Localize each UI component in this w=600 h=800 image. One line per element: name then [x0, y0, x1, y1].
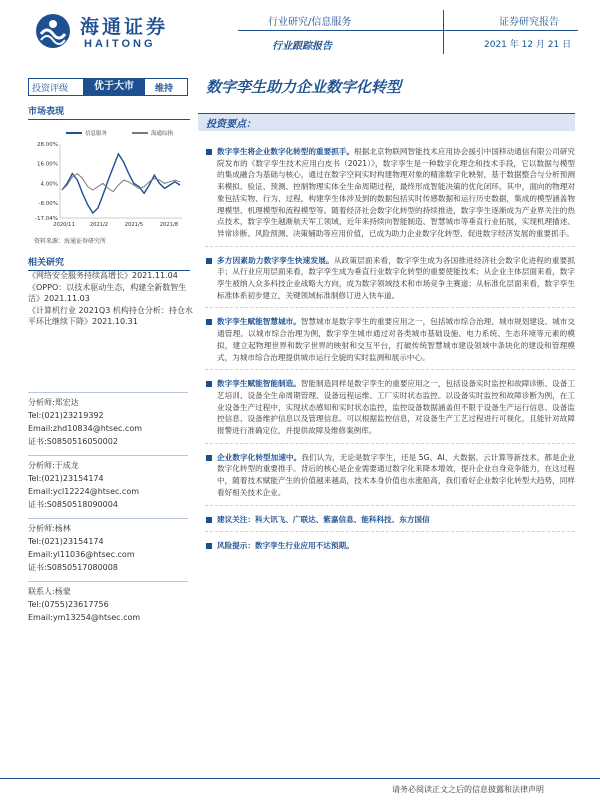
key-point-text: 从政策层面来看，数字孪生成为各国推进经济社会数字化进程的重要抓手；从行业应用层面来看，数字孪生成为垂直行业数字化转型的重要使能技术；从企业主体层面来看，数字孪生被纳入众多科技企业战略大方向，成为数字领域技术和市场竞争主赛道；从标准化层面来看，数字孪生标准体系初步建立，关键领域标准制修订进入快车道。: [217, 255, 576, 300]
analyst-email[interactable]: Email:ycl12224@htsec.com: [28, 487, 140, 496]
footer-divider: [0, 778, 600, 779]
paragraph-divider: [205, 505, 575, 506]
related-list: [28, 270, 194, 328]
y-tick-label: 16.00%: [37, 161, 58, 168]
x-tick-label: 2021/8: [159, 222, 179, 228]
paragraph-divider: [205, 369, 575, 370]
square-bullet-icon: [206, 455, 212, 461]
key-point: [205, 146, 575, 240]
key-point-lead: 建议关注：科大讯飞、广联达、紫嘉信息、能科科技、东方国信: [217, 514, 430, 524]
key-point-lead: 数字孪生将企业数字化转型的重要抓手。: [217, 147, 355, 156]
paragraph-divider: [205, 307, 575, 308]
x-tick-label: 2021/5: [124, 222, 144, 228]
haitong-logo: [34, 10, 184, 54]
rating-hold: 维持: [155, 84, 174, 94]
report-type: 行业跟踪报告: [272, 41, 332, 52]
key-point: [205, 316, 575, 363]
key-points-label: 投资要点：: [206, 119, 256, 130]
series-line: [62, 174, 180, 192]
square-bullet-icon: [206, 543, 212, 549]
key-point-recommendation: [205, 514, 575, 526]
related-item[interactable]: 《网络安全服务持续高增长》2021.11.04: [28, 271, 178, 280]
x-tick-label: 2021/2: [89, 222, 109, 228]
analyst-tel: Tel:(021)23154174: [28, 537, 104, 546]
header-vertical-divider: [443, 10, 444, 54]
logo-chinese: 海通证券: [80, 16, 169, 38]
y-tick-label: -8.00%: [38, 201, 58, 208]
key-point-text: 智能制造同样是数字孪生的重要应用之一，包括设备实时监控和故障诊断、设备工艺培训、设备全生命周期管理、设备远程运维、工厂实时状态监控。以设备实时监控和故障诊断为例，在工业设备生产过程中，实现状态感知和实时状态监控，监控设备数据涵盖但不限于设备生产运行信息、设备监控信息、设备维护信息以及管理信息。可以根据监控信息，对设备生产工艺过程进行可视化，且能针对故障报警进行准确定位，并提供故障及维修案例库。: [217, 379, 575, 436]
key-points-content: [205, 146, 575, 552]
analyst-email[interactable]: Email:ym13254@htsec.com: [28, 613, 141, 622]
square-bullet-icon: [206, 381, 212, 387]
analyst-block: [28, 581, 188, 624]
paragraph-divider: [205, 443, 575, 444]
x-tick-label: 2020/11: [53, 222, 75, 228]
report-label: 证券研究报告: [499, 17, 559, 28]
key-point-text: 我们认为，无论是数字孪生，还是 5G、AI、大数据、云计算等新技术，都是企业数字化转型的重要推手。背后的核心是企业需要通过数字化来降本增效，提升企业自身竞争能力，在这过程中，随着技术赋能产生的价值越来越高，技术本身价值也水涨船高，我们看好企业数字化转型大趋势，同样看好相关技术企业。: [217, 452, 576, 497]
market-heading: 市场表现: [28, 104, 190, 120]
key-point: [205, 452, 575, 499]
market-performance-chart: [28, 122, 190, 240]
logo-english: HAITONG: [84, 38, 156, 50]
legend-label: 海通综指: [151, 131, 174, 137]
key-point-lead: 风险提示：数字孪生行业应用不达预期。: [217, 541, 354, 551]
related-section: [28, 255, 190, 271]
square-bullet-icon: [206, 149, 212, 155]
haitong-emblem-icon: [34, 12, 72, 50]
key-point-lead: 数字孪生赋能智慧城市。: [217, 317, 301, 327]
analyst-block: [28, 455, 188, 511]
key-point-lead: 数字孪生赋能智能制造。: [217, 379, 301, 389]
key-point: [205, 378, 575, 437]
analyst-email[interactable]: Email:zhd10834@htsec.com: [28, 424, 143, 433]
analyst-name: 分析师:于成龙: [28, 461, 79, 470]
rating-bar: [28, 78, 188, 96]
square-bullet-icon: [206, 258, 212, 264]
analyst-name: 分析师:郑宏达: [28, 398, 79, 407]
analyst-name: 联系人:杨蒙: [28, 587, 71, 596]
analyst-tel: Tel:(021)23154174: [28, 474, 104, 483]
analyst-tel: Tel:(0755)23617756: [28, 600, 109, 609]
square-bullet-icon: [206, 517, 212, 523]
report-date: 2021 年 12 月 21 日: [484, 40, 572, 50]
y-tick-label: 28.00%: [37, 142, 58, 148]
analyst-tel: Tel:(021)23219392: [28, 411, 104, 420]
key-point-risk: [205, 540, 575, 552]
analyst-name: 分析师:杨林: [28, 524, 71, 533]
industry-label: 行业研究/信息服务: [268, 17, 352, 28]
report-header: [0, 0, 600, 62]
y-tick-label: 4.00%: [40, 181, 58, 188]
legend-label: 信息服务: [85, 131, 108, 137]
analyst-email[interactable]: Email:yl11036@htsec.com: [28, 550, 135, 559]
market-section: [28, 104, 190, 120]
y-tick-label: -17.04%: [35, 216, 58, 222]
square-bullet-icon: [206, 319, 212, 325]
paragraph-divider: [205, 246, 575, 247]
key-point-lead: 多方因素助力数字孪生快速发展。: [217, 255, 334, 265]
analyst-list: [28, 392, 188, 631]
key-point-text: 根据北京物联网智能技术应用协会援引中国移动通信有限公司研究院发布的《数字孪生技术应用白皮书（2021）》，数字孪生是一种数字化理念和技术手段，它以数据与模型的集成融合为基础与核心，通过在数字空间实时构建物理对象的精准数字化映射，基于数据整合与分析预测来模拟、验证、预测、控制物理实体全生命周期过程，最终形成智能决策的优化闭环。其中，面向的物理对象包括实物、行为、过程，构建孪生体涉及到的数据包括实时传感数据和运行历史数据，集成的模型涵盖物理模型、机理模型和流程模型等。随着经济社会数字化转型的持续推进，数字孪生逐渐成为产业界关注的热点技术，数字孪生越渐航天军工领域，近年来持续向智能制造、智慧城市等垂直行业拓展，实现机理描述、异常诊断、风险预测、决策辅助等应用价值，已成为助力企业数字化转型、促进数字经济发展的重要抓手。: [217, 147, 576, 238]
key-point-text: 智慧城市是数字孪生的重要应用之一，包括城市综合治理、城市规划建设、城市交通管理。以城市综合治理为例，数字孪生城市通过对各类城市基础设施、电力系统、生态环境等元素的模拟，建立起物理世界和数字世界的映射和交互平台，打破传统智慧城市建设领域中条块化的建设和管理模式，为城市综合治理提供城市运行全貌的实时监测和展示中心。: [217, 317, 575, 362]
key-point-lead: 企业数字化转型加速中。: [217, 452, 302, 462]
analyst-block: [28, 518, 188, 574]
rating-value: 优于大市: [83, 79, 145, 95]
related-item[interactable]: 《OPPO：以技术驱动生态，构建全新数智生活》2021.11.03: [28, 283, 187, 303]
paragraph-divider: [205, 531, 575, 532]
chart-source: 资料来源：海通证券研究所: [34, 238, 107, 245]
key-point: [205, 255, 575, 302]
report-title: 数字孪生助力企业数字化转型: [206, 78, 402, 96]
analyst-block: [28, 392, 188, 448]
related-item[interactable]: 《计算机行业 2021Q3 机构持仓分析：持仓水平环比继续下降》2021.10.31: [28, 306, 193, 326]
series-line: [62, 154, 180, 213]
rating-label: 投资评级: [32, 84, 69, 94]
header-divider: [238, 30, 578, 31]
related-heading: 相关研究: [28, 255, 190, 271]
footer-disclaimer: 请务必阅读正文之后的信息披露和法律声明: [392, 785, 544, 794]
analyst-cert: 证书:S0850518090004: [28, 500, 118, 509]
analyst-cert: 证书:S0850516050002: [28, 437, 118, 446]
analyst-cert: 证书:S0850517080008: [28, 563, 118, 572]
